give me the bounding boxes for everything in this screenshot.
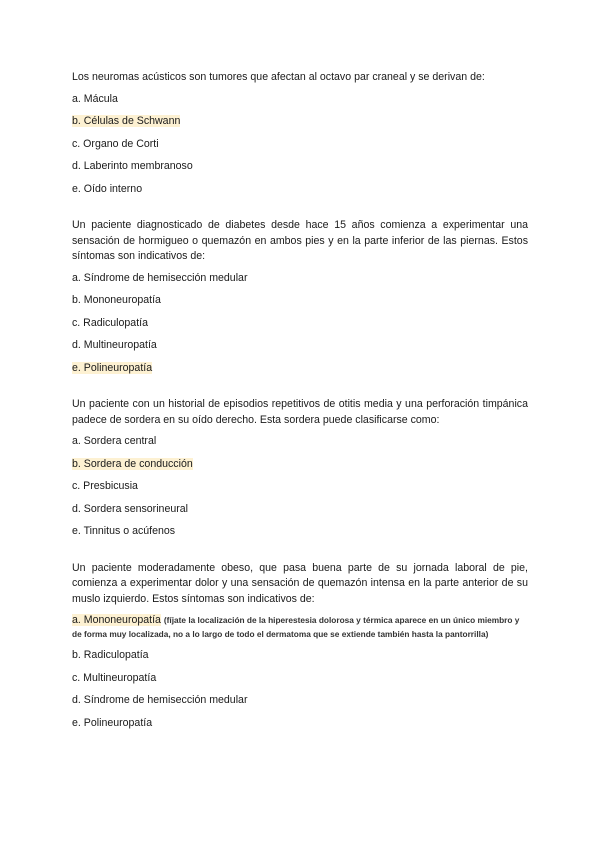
option-c: c. Organo de Corti bbox=[72, 137, 159, 150]
answer-note: (fíjate la localización de la hiperestesia dolorosa y térmica aparece en un único miembro y de forma muy localizada, no a lo largo de todo el dermatoma que se extiende también hasta la pantorrilla) bbox=[72, 615, 520, 639]
question-4 bbox=[72, 561, 528, 732]
option-a: a. Sordera central bbox=[72, 435, 157, 447]
option-d: d. Sordera sensorineural bbox=[72, 502, 189, 515]
question-3 bbox=[72, 397, 528, 540]
question-stem: Los neuromas acústicos son tumores que afectan al octavo par craneal y se derivan de: bbox=[72, 71, 485, 83]
question-1 bbox=[72, 70, 528, 197]
option-c: c. Presbicusia bbox=[72, 480, 138, 492]
option-e: e. Tinnitus o acúfenos bbox=[72, 525, 176, 537]
option-c: c. Multineuropatía bbox=[72, 671, 157, 684]
option-d: d. Laberinto membranoso bbox=[72, 160, 193, 172]
document-page bbox=[72, 70, 528, 752]
option-e: e. Polineuropatía bbox=[72, 716, 153, 729]
option-b: b. Radiculopatía bbox=[72, 649, 149, 661]
question-stem: Un paciente moderadamente obeso, que pasa buena parte de su jornada laboral de pie, comienza a experimentar dolor y una sensación de quemazón intensa en la parte anterior de su muslo izquierdo. Estos síntomas son indicativos de: bbox=[72, 561, 528, 605]
option-e: e. Oído interno bbox=[72, 182, 143, 195]
option-b-correct: b. Células de Schwann bbox=[72, 115, 181, 127]
question-stem: Un paciente diagnosticado de diabetes desde hace 15 años comienza a experimentar una sensación de hormigueo o quemazón en ambos pies y en la parte inferior de las piernas. Estos síntomas son indicativos de: bbox=[72, 219, 528, 262]
option-b: b. Mononeuropatía bbox=[72, 294, 161, 306]
option-b-correct: b. Sordera de conducción bbox=[72, 457, 193, 470]
question-stem: Un paciente con un historial de episodios repetitivos de otitis media y una perforación timpánica padece de sordera en su oído derecho. Esta sordera puede clasificarse como: bbox=[72, 398, 528, 426]
option-e-correct: e. Polineuropatía bbox=[72, 361, 153, 374]
option-d: d. Síndrome de hemisección medular bbox=[72, 694, 248, 706]
option-a: a. Mácula bbox=[72, 92, 118, 105]
option-c: c. Radiculopatía bbox=[72, 316, 148, 329]
question-2 bbox=[72, 218, 528, 376]
option-a-correct: a. Mononeuropatía (fíjate la localización de la hiperestesia dolorosa y térmica aparece en un único miembro y de forma muy localizada, no a lo largo de todo el dermatoma que se extiende también hasta la pantorrilla) bbox=[72, 614, 520, 639]
option-a: a. Síndrome de hemisección medular bbox=[72, 271, 248, 284]
option-d: d. Multineuropatía bbox=[72, 339, 157, 351]
